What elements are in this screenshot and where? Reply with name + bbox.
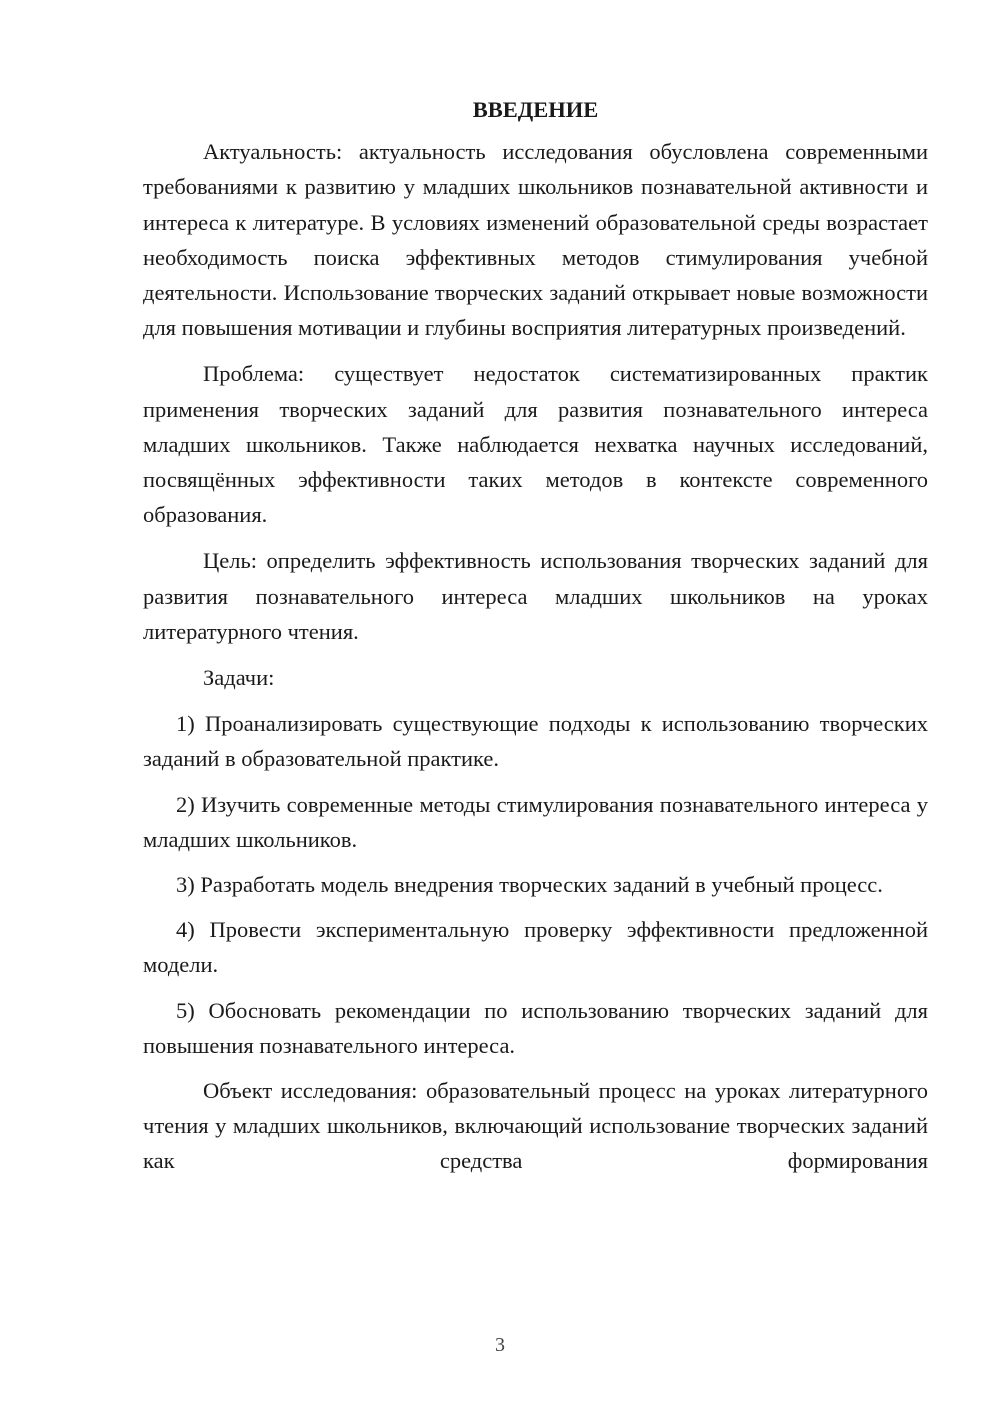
section-title: ВВЕДЕНИЕ — [472, 97, 599, 122]
paragraph-relevance: Актуальность: актуальность исследования обусловлена современными требованиями к развитию у младших школьников познавательной активности и интереса к литературе. В условиях изменений образовательной среды возрастает необходимость поиска эффективных методов стимулирования учебной деятельности. Использование творческих заданий открывает новые возможности для повышения мотивации и глубины восприятия литературных произведений. — [143, 139, 928, 341]
page-number: 3 — [495, 1334, 505, 1356]
task-item-1: 1) Проанализировать существующие подходы к использованию творческих заданий в образовательной практике. — [143, 711, 928, 772]
page-content — [143, 92, 928, 1190]
paragraph-goal: Цель: определить эффективность использования творческих заданий для развития познавательного интереса младших школьников на уроках литературного чтения. — [143, 548, 928, 644]
task-item-3: 3) Разработать модель внедрения творческих заданий в учебный процесс. — [176, 872, 883, 898]
tasks-heading: Задачи: — [203, 665, 275, 691]
task-item-5: 5) Обосновать рекомендации по использованию творческих заданий для повышения познавательного интереса. — [143, 997, 928, 1058]
paragraph-object: Объект исследования: образовательный процесс на уроках литературного чтения у младших школьников, включающий использование творческих заданий как средства формирования — [143, 1078, 928, 1174]
paragraph-problem: Проблема: существует недостаток систематизированных практик применения творческих заданий для развития познавательного интереса младших школьников. Также наблюдается нехватка научных исследований, посвящённых эффективности таких методов в контексте современного образования. — [143, 361, 928, 528]
task-item-4: 4) Провести экспериментальную проверку эффективности предложенной модели. — [143, 917, 928, 978]
task-item-2: 2) Изучить современные методы стимулирования познавательного интереса у младших школьников. — [143, 791, 928, 852]
